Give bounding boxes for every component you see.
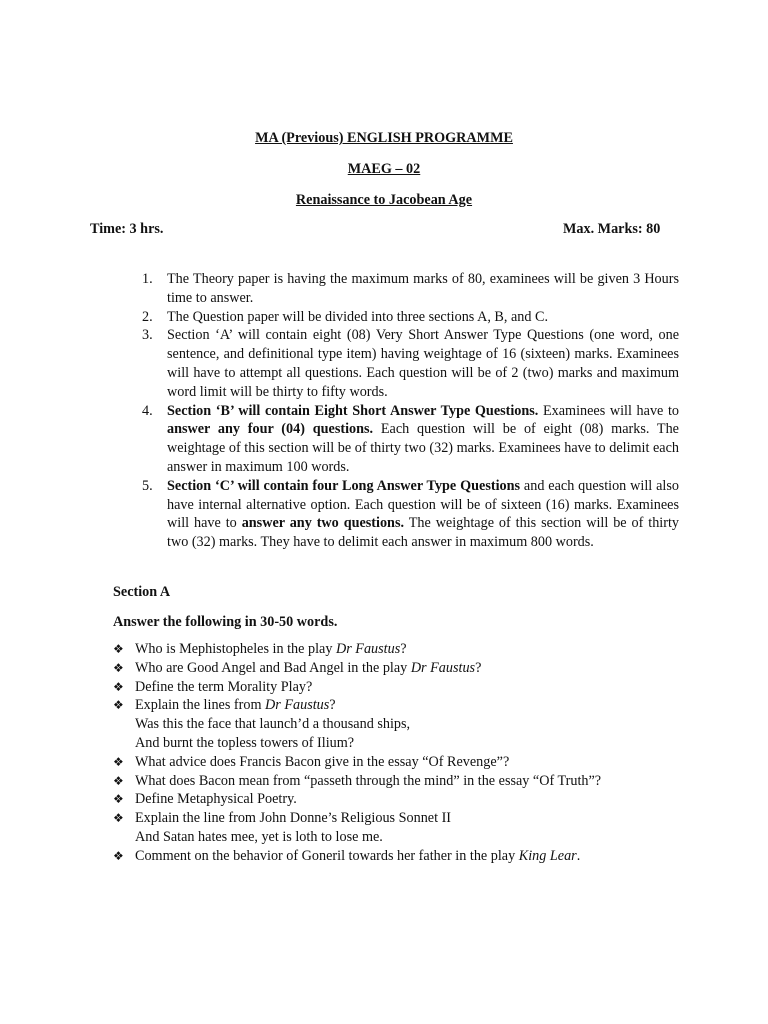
text-run: and each question will also have internal alternative option. Each question will be of sixteen (16) marks. Examinees will have to	[167, 477, 679, 532]
diamond-bullet-icon: ❖	[113, 773, 124, 788]
text-run: Explain the lines from	[135, 697, 266, 714]
question-item	[113, 809, 695, 847]
course-code: MAEG – 02	[347, 161, 421, 177]
question-item	[113, 659, 695, 678]
diamond-bullet-icon: ❖	[113, 811, 124, 826]
text-run: Dr Faustus	[265, 697, 330, 714]
question-item	[113, 678, 695, 697]
programme-title: MA (Previous) ENGLISH PROGRAMME	[255, 130, 513, 146]
diamond-bullet-icon: ❖	[113, 642, 124, 656]
text-run: ?	[329, 697, 336, 714]
text-run: .	[576, 847, 581, 864]
instructions-list	[142, 270, 680, 552]
text-run: Section ‘A’ will contain eight (08) Very Short Answer Type Questions (one word, one sentence, and definitional type item) having weightage of 16 (sixteen) marks. Examinees will have to attempt all questions. Each question will be of 2 (two) marks and maximum word limit will be thirty to fifty words.	[167, 327, 679, 400]
text-run: Section ‘C’ will contain four Long Answer Type Questions	[167, 477, 521, 494]
quoted-line: Was this the face that launch’d a thousand ships,	[135, 716, 411, 733]
text-run: Each question will be of eight (08) marks. The weightage of this section will be of thirty two (32) marks. Examinees have to delimit each answer in maximum 100 words.	[167, 421, 679, 475]
text-run: The Question paper will be divided into three sections A, B, and C.	[167, 308, 549, 325]
diamond-bullet-icon: ❖	[113, 679, 124, 694]
diamond-bullet-icon: ❖	[113, 848, 124, 863]
quoted-line: And Satan hates mee, yet is loth to lose me.	[135, 828, 383, 845]
instruction-item	[142, 477, 680, 552]
text-run: Who is Mephistopheles in the play	[135, 641, 336, 657]
question-item	[113, 696, 695, 752]
text-run: Comment on the behavior of Goneril towards her father in the play	[135, 847, 519, 864]
text-run: What does Bacon mean from “passeth through the mind” in the essay “Of Truth”?	[135, 772, 602, 789]
question-item	[113, 772, 695, 791]
diamond-bullet-icon: ❖	[113, 792, 124, 807]
text-run: Define the term Morality Play?	[135, 678, 313, 695]
course-title: Renaissance to Jacobean Age	[295, 192, 473, 208]
section-title: Section A	[113, 584, 171, 600]
diamond-bullet-icon: ❖	[113, 754, 124, 769]
question-list	[113, 640, 695, 866]
instruction-item	[142, 326, 679, 401]
text-run: Examinees will have to	[538, 402, 679, 419]
diamond-bullet-icon: ❖	[113, 698, 124, 713]
instruction-number: 2.	[142, 308, 153, 325]
question-item	[113, 753, 695, 772]
quoted-line: And burnt the topless towers of Ilium?	[135, 734, 355, 751]
max-marks-label: Max. Marks: 80	[563, 221, 661, 237]
instruction-item	[142, 270, 679, 308]
text-run: Who are Good Angel and Bad Angel in the play	[135, 659, 411, 676]
question-item	[113, 847, 695, 866]
question-item	[113, 640, 695, 659]
text-run: ?	[400, 641, 407, 657]
instruction-number: 4.	[142, 402, 153, 419]
text-run: ?	[475, 659, 482, 676]
section-instruction: Answer the following in 30-50 words.	[113, 614, 338, 630]
instruction-number: 1.	[142, 271, 153, 287]
text-run: Dr Faustus	[335, 641, 401, 657]
instruction-item	[142, 402, 679, 477]
time-label: Time: 3 hrs.	[90, 221, 164, 237]
text-run: answer any two questions.	[241, 515, 405, 532]
text-run: Dr Faustus	[410, 659, 476, 676]
text-run: Explain the line from John Donne’s Religious Sonnet II	[135, 810, 452, 827]
instruction-number: 5.	[142, 477, 153, 494]
question-item	[113, 790, 695, 809]
text-run: The weightage of this section will be of thirty two (32) marks. They have to delimit each answer in maximum 800 words.	[167, 515, 680, 551]
text-run: King Lear	[518, 847, 577, 864]
diamond-bullet-icon: ❖	[113, 660, 124, 675]
instruction-number: 3.	[142, 327, 153, 344]
text-run: answer any four (04) questions.	[167, 421, 374, 438]
text-run: The Theory paper is having the maximum marks of 80, examinees will be given 3 Hours time to answer.	[167, 271, 679, 306]
instruction-item	[142, 308, 679, 327]
text-run: Section ‘B’ will contain Eight Short Answer Type Questions.	[167, 402, 539, 419]
text-run: What advice does Francis Bacon give in the essay “Of Revenge”?	[135, 753, 510, 770]
text-run: Define Metaphysical Poetry.	[135, 791, 297, 808]
